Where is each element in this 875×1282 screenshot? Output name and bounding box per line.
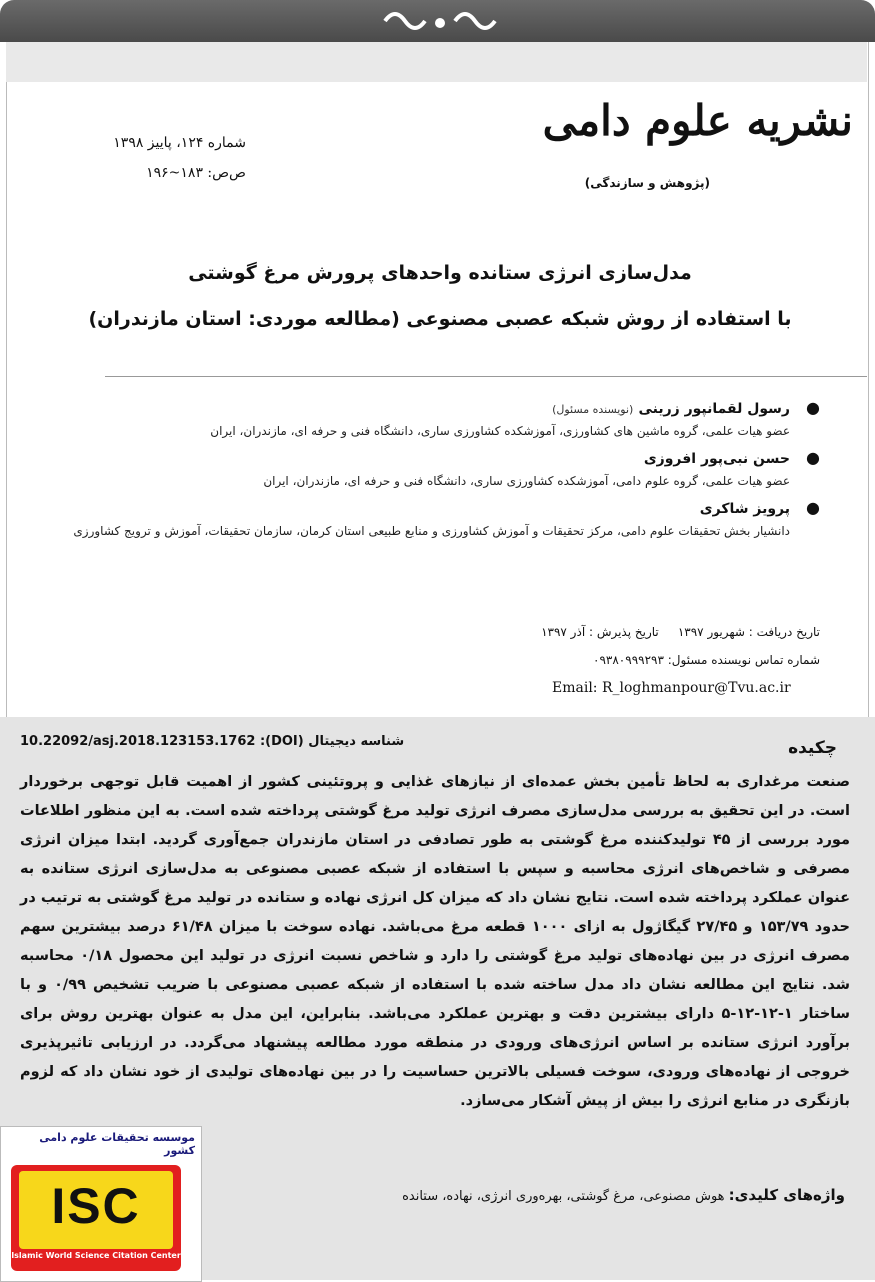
author-role: (نویسنده مسئول) [552,403,634,416]
isc-logo [11,1165,181,1271]
keywords-value: هوش مصنوعی، مرغ گوشتی، بهره‌وری انرژی، نهاده، ستانده [402,1189,725,1204]
isc-logo-text: ISC [51,1178,141,1234]
author-name: حسن نبی‌پور افروزی [643,451,790,467]
bullet-icon: ● [806,448,820,467]
abstract-heading: چکیده [788,738,837,758]
article-title-line1: مدل‌سازی انرژی ستانده واحدهای پرورش مرغ گوشتی [188,262,692,284]
doi-value[interactable]: 10.22092/asj.2018.123153.1762 [20,734,256,749]
issue-number: شماره ۱۲۴، پاییز ۱۳۹۸ [113,135,246,151]
article-title-line2: با استفاده از روش شبکه عصبی مصنوعی (مطالعه موردی: استان مازندران) [88,308,792,330]
doi-label: شناسه دیجیتال (DOI): [259,734,405,749]
header-gray-band [6,42,867,82]
received-date: تاریخ دریافت : شهریور ۱۳۹۷ [677,625,820,639]
ornament-icon [380,6,500,36]
keywords [402,1186,845,1204]
keywords-label: واژه‌های کلیدی: [728,1186,845,1204]
author-item [60,398,820,442]
accepted-date: تاریخ پذیرش : آذر ۱۳۹۷ [541,625,659,639]
divider [105,376,867,377]
journal-title: نشریه علوم دامی [542,96,853,145]
isc-badge [0,1126,202,1282]
doi [20,734,404,749]
issue-info [96,128,246,188]
author-affiliation: دانشیار بخش تحقیقات علوم دامی، مرکز تحقیقات و آموزش کشاورزی و منابع طبیعی استان کرمان، سازمان تحقیقات، آموزش و ترویج کشاورزی [73,524,790,538]
top-bar [0,0,875,42]
bullet-icon: ● [806,398,820,417]
author-item [60,448,820,492]
contact-email[interactable]: Email: R_loghmanpour@Tvu.ac.ir [552,680,791,696]
isc-caption: موسسه تحقیقات علوم دامی کشور [39,1131,195,1157]
dates-block [460,618,820,674]
page-range: ص‌ص: ۱۸۳~۱۹۶ [146,165,246,181]
author-affiliation: عضو هیات علمی، گروه علوم دامی، آموزشکده کشاورزی ساری، دانشگاه فنی و حرفه ای، مازندران، ایران [263,474,790,488]
abstract-text: صنعت مرغداری به لحاظ تأمین بخش عمده‌ای از نیازهای غذایی و پروتئینی کشور از اهمیت قابل توجهی برخوردار است. در این تحقیق به بررسی مدل‌سازی مصرف انرژی تولید مرغ گوشتی پرداخته شده است. به این منظور اطلاعات مورد بررسی از ۴۵ تولیدکننده مرغ گوشتی به طور تصادفی در استان مازندران جمع‌آوری گردید. ابتدا میزان انرژی مصرفی و شاخص‌های انرژی محاسبه و سپس با استفاده از شبکه عصبی مصنوعی به مدل‌سازی انرژی ستانده به عنوان عملکرد پرداخته شده است. نتایج نشان داد که میزان کل انرژی نهاده و ستانده در تولید مرغ گوشتی به ترتیب در حدود ۱۵۳/۷۹ و ۲۷/۴۵ گیگاژول به ازای ۱۰۰۰ قطعه مرغ می‌باشد. نهاده سوخت با میزان ۶۱/۴۸ درصد بیشترین سهم مصرف انرژی در بین نهاده‌های تولید مرغ گوشتی را دارد و شاخص نسبت انرژی در تولید این محصول ۰/۱۸ محاسبه شد. نتایج این مطالعه نشان داد مدل ساخته شده با استفاده از شبکه عصبی مصنوعی با ضریب تشخیص ۰/۹۹ و با ساختار ۱-۱۲-۱۲-۵ دارای بیشترین دقت و بهترین عملکرد می‌باشد. بنابراین، این مدل به عنوان بهترین روش برای برآورد انرژی ستانده بر اساس انرژی‌های ورودی در منطقه مورد مطالعه پیشنهاد می‌گردد. در ارزیابی تاثیرپذیری خروجی از نهاده‌های ورودی، سوخت فسیلی بالاترین حساسیت را در بین نهاده‌های تولیدی از خود نشان داد که لزوم بازنگری در منابع انرژی را بیش از پیش آشکار می‌سازد. [20,774,850,1109]
bullet-icon: ● [806,498,820,517]
journal-subtitle: (پژوهش و سازندگی) [584,176,710,190]
isc-logo-subtitle: Islamic World Science Citation Center [11,1251,181,1260]
author-affiliation: عضو هیات علمی، گروه ماشین های کشاورزی، آموزشکده کشاورزی ساری، دانشگاه فنی و حرفه ای، مازندران، ایران [210,424,790,438]
author-name: پرویز شاکری [699,501,790,517]
contact-phone: شماره تماس نویسنده مسئول: ۰۹۳۸۰۹۹۹۲۹۳ [593,653,820,667]
author-list [60,398,820,548]
author-name: رسول لقمانپور زرینی [638,401,790,417]
author-item [60,498,820,542]
